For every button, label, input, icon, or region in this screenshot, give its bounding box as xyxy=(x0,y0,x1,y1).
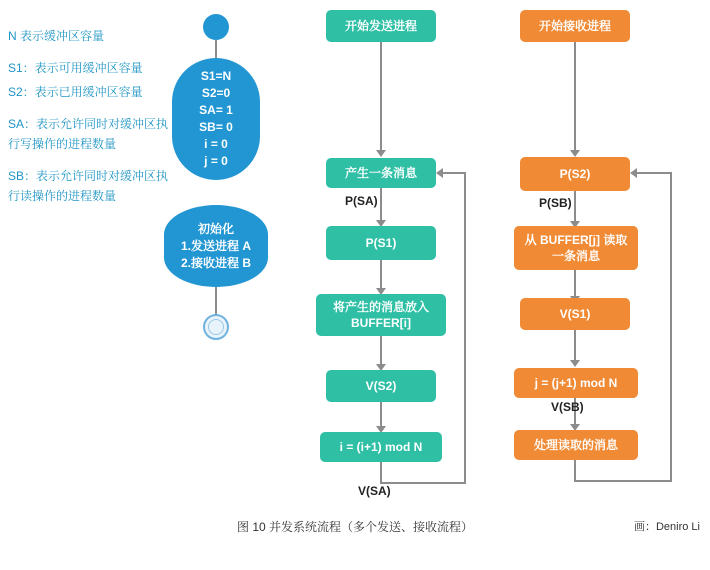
recv-v-s1-label: V(S1) xyxy=(559,307,591,321)
send-p-s1-node xyxy=(326,226,436,260)
legend-line-0: N 表示缓冲区容量 xyxy=(8,29,105,43)
send-arrow-1 xyxy=(376,150,386,157)
send-loop-down xyxy=(380,462,382,484)
recv-loop-arrow xyxy=(630,168,637,178)
send-loop-arrow xyxy=(436,168,443,178)
init-end-circle-inner xyxy=(208,319,224,335)
recv-connector-3 xyxy=(574,270,576,298)
recv-edge-label-vsb: V(SB) xyxy=(551,400,584,414)
figure-credit: 画：Deniro Li xyxy=(633,521,700,533)
recv-loop-bottom xyxy=(574,480,672,482)
send-start-label: 开始发送进程 xyxy=(344,19,417,33)
send-produce-node xyxy=(326,158,436,188)
init-var-3: SB= 0 xyxy=(199,120,233,134)
legend-line-3: SA：表示允许同时对缓冲区执行写操作的进程数量 xyxy=(8,117,169,151)
send-start-node xyxy=(326,10,436,42)
recv-loop-top xyxy=(636,172,672,174)
recv-read-buffer-label-0: 从 BUFFER[j] 读取 xyxy=(524,233,628,247)
recv-connector-2 xyxy=(574,191,576,223)
init-variables-node xyxy=(172,58,260,180)
recv-loop-right xyxy=(670,172,672,482)
init-line-1: 1.发送进程 A xyxy=(180,238,251,253)
recv-start-node xyxy=(520,10,630,42)
send-index-update-node xyxy=(320,432,442,462)
recv-connector-1 xyxy=(574,42,576,152)
legend-line-1: S1：表示可用缓冲区容量 xyxy=(8,61,143,75)
init-process-node xyxy=(164,205,268,287)
init-var-1: S2=0 xyxy=(201,86,231,100)
send-connector-1 xyxy=(380,42,382,152)
recv-process-message-label: 处理读取的消息 xyxy=(533,438,618,452)
legend-line-2: S2：表示已用缓冲区容量 xyxy=(8,85,143,99)
init-var-5: j = 0 xyxy=(204,154,228,168)
send-v-s2-label: V(S2) xyxy=(365,379,397,393)
recv-p-s2-node xyxy=(520,157,630,191)
send-v-s2-node xyxy=(326,370,436,402)
init-end-circle xyxy=(203,314,229,340)
recv-read-buffer-label-1: 一条消息 xyxy=(551,249,600,263)
recv-edge-label-psb: P(SB) xyxy=(539,196,572,210)
init-var-0: S1=N xyxy=(200,69,232,83)
recv-p-s2-label: P(S2) xyxy=(559,167,591,181)
recv-connector-4 xyxy=(574,330,576,362)
init-connector-2 xyxy=(215,287,217,315)
send-edge-label-psa: P(SA) xyxy=(345,194,378,208)
recv-arrow-4 xyxy=(570,360,580,367)
init-start-circle xyxy=(203,14,229,40)
recv-loop-down xyxy=(574,460,576,482)
send-connector-4 xyxy=(380,336,382,366)
recv-index-update-node xyxy=(514,368,638,398)
figure-caption: 图 10 并发系统流程（多个发送、接收流程） xyxy=(236,520,474,534)
send-loop-bottom xyxy=(380,482,466,484)
init-line-2: 2.接收进程 B xyxy=(180,255,251,270)
send-index-update-label: i = (i+1) mod N xyxy=(339,440,423,454)
send-loop-top xyxy=(442,172,466,174)
init-line-0: 初始化 xyxy=(197,221,234,236)
init-var-2: SA= 1 xyxy=(199,103,233,117)
recv-start-label: 开始接收进程 xyxy=(538,19,611,33)
send-produce-label: 产生一条消息 xyxy=(344,166,417,180)
init-var-4: i = 0 xyxy=(204,137,228,151)
send-write-buffer-label-0: 将产生的消息放入 xyxy=(332,300,429,314)
send-connector-2 xyxy=(380,188,382,222)
init-connector-1 xyxy=(215,40,217,60)
recv-read-buffer-node xyxy=(514,226,638,270)
recv-arrow-1 xyxy=(570,150,580,157)
recv-v-s1-node xyxy=(520,298,630,330)
legend-line-4: SB：表示允许同时对缓冲区执行读操作的进程数量 xyxy=(8,169,169,203)
send-loop-right xyxy=(464,172,466,484)
send-connector-5 xyxy=(380,402,382,428)
send-p-s1-label: P(S1) xyxy=(365,236,397,250)
send-write-buffer-node xyxy=(316,294,446,336)
recv-process-message-node xyxy=(514,430,638,460)
send-connector-3 xyxy=(380,260,382,290)
send-edge-label-vsa: V(SA) xyxy=(358,484,391,498)
send-write-buffer-label-1: BUFFER[i] xyxy=(351,316,411,330)
legend xyxy=(8,26,178,210)
recv-index-update-label: j = (j+1) mod N xyxy=(534,376,618,390)
